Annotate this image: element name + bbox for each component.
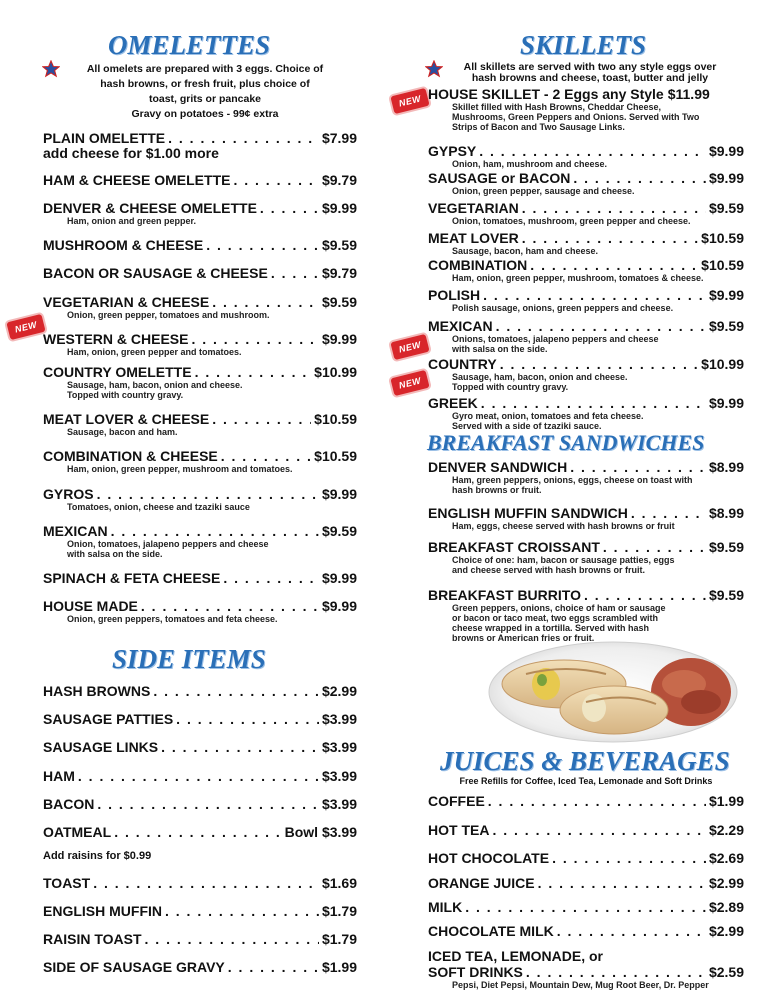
menu-item (43, 523, 357, 559)
item-name: OATMEAL (43, 824, 112, 840)
item-name: MILK (428, 899, 463, 915)
menu-item (43, 130, 357, 161)
item-desc: Pepsi, Diet Pepsi, Mountain Dew, Mug Root Beer, Dr. Pepper (452, 980, 709, 990)
item-desc: Ham, eggs, cheese served with hash browns or fruit (452, 521, 675, 531)
item-desc: with salsa on the side. (67, 549, 163, 559)
item-price: $9.59 (708, 539, 744, 555)
item-desc: Onion, green pepper, tomatoes and mushroom. (67, 310, 270, 320)
menu-item (428, 356, 744, 392)
item-desc: Sausage, ham, bacon, onion and cheese. (67, 380, 243, 390)
item-price: $1.99 (708, 793, 744, 809)
item-price: $3.99 (321, 739, 357, 755)
new-badge: NEW (390, 370, 429, 396)
sandwiches-heading: BREAKFAST SANDWICHES (427, 430, 705, 455)
menu-item (43, 265, 357, 281)
item-name: ICED TEA, LEMONADE, or (428, 948, 604, 964)
menu-item (428, 395, 744, 431)
note-line: hash browns and cheese, toast, butter and jelly (471, 72, 709, 84)
leader-dots (233, 172, 318, 188)
item-desc: Gyro meat, onion, tomatoes and feta cheese. (452, 411, 644, 421)
menu-item (43, 683, 357, 699)
item-desc: Polish sausage, onions, green peppers and cheese. (452, 303, 674, 313)
item-name: POLISH (428, 287, 481, 303)
menu-item (43, 486, 357, 512)
menu-item (428, 587, 744, 643)
item-price: $8.99 (708, 505, 744, 521)
menu-item (43, 364, 357, 400)
item-name: MUSHROOM & CHEESE (43, 237, 204, 253)
item-price: $10.99 (314, 364, 357, 380)
leader-dots (522, 200, 706, 216)
item-name: BREAKFAST BURRITO (428, 587, 581, 603)
item-name: RAISIN TOAST (43, 931, 142, 947)
leader-dots (573, 170, 706, 186)
menu-item (43, 931, 357, 947)
menu-item (428, 459, 744, 495)
item-price: $9.99 (321, 598, 357, 614)
menu-item (428, 170, 744, 196)
leader-dots (584, 587, 706, 603)
menu-item (428, 923, 744, 939)
item-price: $9.99 (708, 170, 744, 186)
item-name: SIDE OF SAUSAGE GRAVY (43, 959, 225, 975)
item-price: $10.59 (314, 411, 357, 427)
item-price: $10.99 (701, 356, 744, 372)
leader-dots (97, 486, 319, 502)
leader-dots (465, 899, 706, 915)
item-name: MEAT LOVER & CHEESE (43, 411, 210, 427)
burrito-photo (486, 640, 740, 744)
new-badge: NEW (6, 314, 45, 340)
item-name: COMBINATION & CHEESE (43, 448, 218, 464)
item-price: $2.59 (708, 964, 744, 980)
leader-dots (141, 598, 319, 614)
note-line: All skillets are served with two any style eggs over (463, 61, 717, 73)
leader-dots (260, 200, 319, 216)
item-price: $1.79 (321, 931, 357, 947)
item-name: ENGLISH MUFFIN SANDWICH (428, 505, 628, 521)
item-name: COFFEE (428, 793, 485, 809)
item-price: $9.59 (708, 318, 744, 334)
item-desc: Sausage, ham, bacon, onion and cheese. (452, 372, 628, 382)
new-badge: NEW (390, 88, 429, 114)
side-items-heading: SIDE ITEMS (112, 644, 266, 674)
item-desc: Ham, onion, green pepper and tomatoes. (67, 347, 242, 357)
item-name: GYPSY (428, 143, 477, 159)
leader-dots (78, 768, 319, 784)
item-name: HOUSE SKILLET - 2 Eggs any Style (428, 86, 664, 102)
menu-item (428, 899, 744, 915)
item-name: DENVER & CHEESE OMELETTE (43, 200, 257, 216)
beverages-note: Free Refills for Coffee, Iced Tea, Lemonade and Soft Drinks (459, 776, 713, 786)
item-name: HASH BROWNS (43, 683, 151, 699)
menu-item (43, 959, 357, 975)
item-name: MEXICAN (43, 523, 108, 539)
item-desc: Ham, onion and green pepper. (67, 216, 197, 226)
item-price: $2.99 (708, 875, 744, 891)
leader-dots (206, 237, 319, 253)
note-line: toast, grits or pancake (148, 93, 262, 105)
leader-dots (168, 130, 319, 146)
item-price: $9.59 (321, 237, 357, 253)
item-name: HOT CHOCOLATE (428, 850, 550, 866)
leader-dots (481, 395, 706, 411)
leader-dots (526, 964, 706, 980)
item-name: SAUSAGE or BACON (428, 170, 571, 186)
item-price: $2.89 (708, 899, 744, 915)
item-desc: Onion, green pepper, sausage and cheese. (452, 186, 635, 196)
menu-item (43, 711, 357, 727)
leader-dots (93, 875, 319, 891)
item-desc: Topped with country gravy. (452, 382, 569, 392)
leader-dots (522, 230, 698, 246)
item-name: COUNTRY OMELETTE (43, 364, 192, 380)
item-name: BREAKFAST CROISSANT (428, 539, 600, 555)
item-desc: Onion, tomatoes, jalapeno peppers and cheese (67, 539, 269, 549)
menu-item (428, 793, 744, 809)
item-price: $2.99 (321, 683, 357, 699)
item-price: $9.59 (708, 587, 744, 603)
item-price: $9.99 (321, 200, 357, 216)
item-desc: Skillet filled with Hash Browns, Cheddar Cheese, (452, 102, 662, 112)
item-desc: Ham, onion, green pepper, mushroom, tomatoes & cheese. (452, 273, 704, 283)
menu-item (428, 200, 744, 226)
new-badge: NEW (390, 334, 429, 360)
item-desc: with salsa on the side. (452, 344, 548, 354)
menu-item (43, 200, 357, 226)
menu-item (428, 875, 744, 891)
item-desc: Onion, green peppers, tomatoes and feta cheese. (67, 614, 278, 624)
item-name: HOUSE MADE (43, 598, 138, 614)
item-name: BACON OR SAUSAGE & CHEESE (43, 265, 268, 281)
item-price: $7.99 (321, 130, 357, 146)
menu-item (43, 331, 357, 357)
leader-dots (191, 331, 318, 347)
leader-dots (153, 683, 319, 699)
item-desc: Strips of Bacon and Two Sausage Links. (452, 122, 625, 132)
menu-item (43, 172, 357, 188)
note-line: All omelets are prepared with 3 eggs. Choice of (86, 63, 324, 75)
item-desc: Tomatoes, onion, cheese and tzaziki sauce (67, 502, 250, 512)
menu-item (43, 875, 357, 891)
item-name: SAUSAGE LINKS (43, 739, 159, 755)
item-price: $9.59 (708, 200, 744, 216)
leader-dots (195, 364, 312, 380)
item-name: COMBINATION (428, 257, 528, 273)
leader-dots (212, 411, 311, 427)
menu-item (428, 230, 744, 256)
item-name: ENGLISH MUFFIN (43, 903, 162, 919)
item-price: $9.99 (321, 570, 357, 586)
leader-dots (603, 539, 706, 555)
item-desc: Onions, tomatoes, jalapeno peppers and cheese (452, 334, 659, 344)
item-price: $9.99 (708, 143, 744, 159)
leader-dots (228, 959, 319, 975)
item-name: TOAST (43, 875, 91, 891)
item-desc: Ham, green peppers, onions, eggs, cheese on toast with (452, 475, 693, 485)
star-icon (42, 60, 60, 78)
leader-dots (114, 824, 281, 840)
menu-item (428, 949, 744, 990)
item-price: Bowl $3.99 (284, 824, 357, 840)
item-desc: Sausage, bacon and ham. (67, 427, 178, 437)
item-name: GREEK (428, 395, 478, 411)
item-price: $3.99 (321, 796, 357, 812)
item-name: MEAT LOVER (428, 230, 519, 246)
menu-item (428, 257, 744, 283)
item-desc: browns or American fries or fruit. (452, 633, 595, 643)
item-price: $9.59 (321, 294, 357, 310)
menu-item (43, 448, 357, 474)
menu-item (43, 237, 357, 253)
item-desc: Served with a side of tzaziki sauce. (452, 421, 602, 431)
item-price: $9.99 (321, 486, 357, 502)
menu-item (43, 824, 357, 840)
beverages-heading: JUICES & BEVERAGES (440, 746, 730, 776)
menu-item (43, 598, 357, 624)
item-name: HOT TEA (428, 822, 490, 838)
leader-dots (488, 793, 706, 809)
item-desc: and cheese served with hash browns or fruit. (452, 565, 646, 575)
item-desc: Onion, ham, mushroom and cheese. (452, 159, 608, 169)
item-name: BACON (43, 796, 95, 812)
leader-dots (570, 459, 706, 475)
menu-item (428, 850, 744, 866)
leader-dots (221, 448, 311, 464)
menu-item (428, 86, 744, 132)
item-price: $2.29 (708, 822, 744, 838)
skillets-heading: SKILLETS (520, 30, 647, 60)
menu-item (428, 505, 744, 531)
note-line: hash browns, or fresh fruit, plus choice of (100, 78, 310, 90)
note-line: Gravy on potatoes - 99¢ extra (131, 108, 279, 120)
skillets-note (440, 62, 740, 84)
item-price: $3.99 (321, 768, 357, 784)
item-name: WESTERN & CHEESE (43, 331, 189, 347)
leader-dots (631, 505, 706, 521)
item-price: $3.99 (321, 711, 357, 727)
item-sub: add cheese for $1.00 more (43, 145, 219, 161)
item-desc: Ham, onion, green pepper, mushroom and tomatoes. (67, 464, 293, 474)
item-price: $1.69 (321, 875, 357, 891)
menu-item (43, 768, 357, 784)
leader-dots (557, 923, 706, 939)
item-desc: Topped with country gravy. (67, 390, 184, 400)
item-desc: Mushrooms, Green Peppers and Onions. Served with Two (452, 112, 700, 122)
leader-dots (500, 356, 698, 372)
menu-item (428, 143, 744, 169)
item-desc: Onion, tomatoes, mushroom, green pepper and cheese. (452, 216, 691, 226)
item-price: $2.99 (708, 923, 744, 939)
item-desc: or bacon or taco meat, two eggs scrambled with (452, 613, 659, 623)
item-name: SOFT DRINKS (428, 964, 523, 980)
item-desc: Green peppers, onions, choice of ham or sausage (452, 603, 666, 613)
item-price: $9.99 (708, 395, 744, 411)
item-name: ORANGE JUICE (428, 875, 535, 891)
item-desc: Sausage, bacon, ham and cheese. (452, 246, 599, 256)
item-price: $9.99 (321, 331, 357, 347)
menu-item (43, 570, 357, 586)
leader-dots (145, 931, 319, 947)
menu-item (428, 287, 744, 313)
item-name: HAM (43, 768, 75, 784)
item-price: $8.99 (708, 459, 744, 475)
item-name: PLAIN OMELETTE (43, 130, 166, 146)
menu-item (428, 318, 744, 354)
menu-item (43, 739, 357, 755)
menu-item (43, 796, 357, 812)
item-price: $1.79 (321, 903, 357, 919)
menu-item (43, 903, 357, 919)
item-name: VEGETARIAN (428, 200, 519, 216)
item-name: COUNTRY (428, 356, 497, 372)
item-name: GYROS (43, 486, 94, 502)
menu-item (428, 822, 744, 838)
leader-dots (111, 523, 319, 539)
leader-dots (161, 739, 319, 755)
leader-dots (496, 318, 706, 334)
menu-item (43, 411, 357, 437)
leader-dots (165, 903, 319, 919)
item-name: SAUSAGE PATTIES (43, 711, 174, 727)
leader-dots (492, 822, 706, 838)
leader-dots (483, 287, 706, 303)
leader-dots (212, 294, 319, 310)
item-price: $10.59 (314, 448, 357, 464)
item-price: $2.69 (708, 850, 744, 866)
item-price: $9.59 (321, 523, 357, 539)
omelettes-heading: OMELETTES (108, 30, 271, 60)
item-name: DENVER SANDWICH (428, 459, 568, 475)
item-price: $11.99 (667, 86, 710, 102)
item-desc: cheese wrapped in a tortilla. Served with hash (452, 623, 650, 633)
item-price: $1.99 (321, 959, 357, 975)
item-price: $9.99 (708, 287, 744, 303)
item-desc: Choice of one: ham, bacon or sausage patties, eggs (452, 555, 675, 565)
item-name: SPINACH & FETA CHEESE (43, 570, 221, 586)
leader-dots (176, 711, 319, 727)
item-name: MEXICAN (428, 318, 493, 334)
item-name: CHOCOLATE MILK (428, 923, 554, 939)
leader-dots (479, 143, 706, 159)
raisins-note: Add raisins for $0.99 (43, 850, 152, 862)
leader-dots (271, 265, 319, 281)
item-price: $9.79 (321, 265, 357, 281)
omelettes-note (60, 62, 350, 122)
leader-dots (97, 796, 319, 812)
leader-dots (538, 875, 706, 891)
item-desc: hash browns or fruit. (452, 485, 542, 495)
item-price: $9.79 (321, 172, 357, 188)
item-price: $10.59 (701, 230, 744, 246)
leader-dots (552, 850, 706, 866)
menu-item (428, 539, 744, 575)
leader-dots (223, 570, 319, 586)
item-price: $10.59 (701, 257, 744, 273)
item-name: VEGETARIAN & CHEESE (43, 294, 210, 310)
leader-dots (530, 257, 698, 273)
item-name: HAM & CHEESE OMELETTE (43, 172, 231, 188)
menu-item (43, 294, 357, 320)
